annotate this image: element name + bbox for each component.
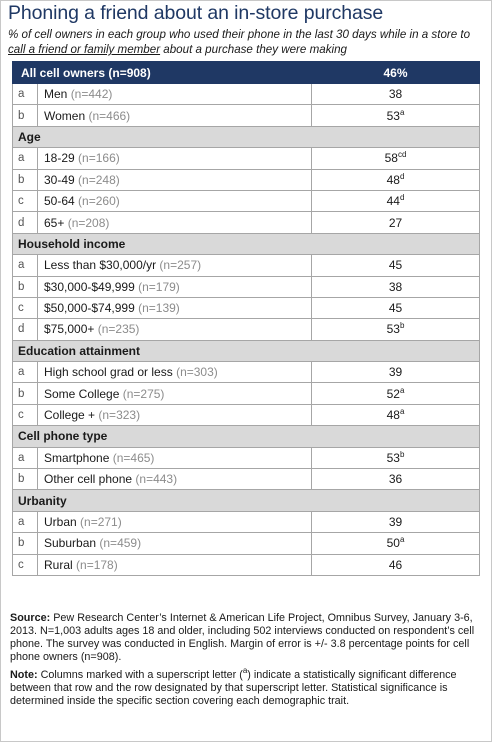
section-header-row <box>13 426 480 447</box>
row-label-cell <box>38 511 312 532</box>
row-value: 39 <box>388 365 403 380</box>
row-letter: c <box>13 297 38 318</box>
row-value: 38 <box>388 87 403 102</box>
row-label: 18-29 <box>44 151 75 166</box>
row-value: 48 <box>386 172 400 187</box>
total-row <box>13 62 480 84</box>
row-letter: a <box>13 447 38 468</box>
row-value: 58 <box>384 151 398 166</box>
table-row <box>13 383 480 404</box>
row-sample-size: (n=208) <box>67 215 110 230</box>
row-label: $75,000+ <box>44 322 95 337</box>
row-label: Men <box>44 87 68 102</box>
subtitle-part2: about a purchase they were making <box>160 43 347 56</box>
section-header-row <box>13 340 480 361</box>
table-row <box>13 148 480 169</box>
row-label-cell <box>38 212 312 233</box>
row-letter: a <box>13 148 38 169</box>
table-row <box>13 469 480 490</box>
row-letter: b <box>13 383 38 404</box>
note-label: Note: <box>10 669 38 681</box>
row-value: 44 <box>386 194 400 209</box>
row-value-cell <box>312 148 480 169</box>
row-letter: a <box>13 84 38 105</box>
row-value: 45 <box>388 258 403 273</box>
row-sample-size: (n=303) <box>176 365 218 380</box>
row-label-cell <box>38 297 312 318</box>
row-label-cell <box>38 383 312 404</box>
row-value-cell <box>312 276 480 297</box>
row-sample-size: (n=271) <box>80 515 122 529</box>
row-label: Rural <box>44 557 73 572</box>
table-row <box>13 84 480 105</box>
row-label-cell <box>38 105 312 126</box>
page-title: Phoning a friend about an in-store purchase <box>8 2 384 24</box>
row-label: 50-64 <box>44 194 75 209</box>
row-sample-size: (n=443) <box>135 472 178 487</box>
significance-superscript: a <box>399 407 405 417</box>
row-label: Less than $30,000/yr <box>44 258 157 273</box>
row-label: High school grad or less <box>44 365 173 380</box>
row-sample-size: (n=248) <box>78 172 120 187</box>
table-row <box>13 362 480 383</box>
note-text-1: Columns marked with a superscript letter ( <box>37 669 243 681</box>
source-note <box>10 612 484 664</box>
table-row <box>13 190 480 211</box>
total-label: All cell owners (n=908) <box>13 62 312 84</box>
row-sample-size: (n=465) <box>112 450 155 465</box>
table-row <box>13 404 480 425</box>
table-row <box>13 169 480 190</box>
row-letter: a <box>13 511 38 532</box>
table-row <box>13 212 480 233</box>
row-value: 27 <box>388 215 403 230</box>
row-sample-size: (n=275) <box>122 386 165 401</box>
table-row <box>13 319 480 340</box>
row-letter: b <box>13 469 38 490</box>
row-letter: a <box>13 255 38 276</box>
row-label: Suburban <box>44 536 97 551</box>
row-sample-size: (n=235) <box>97 322 140 337</box>
row-value-cell <box>312 533 480 554</box>
note-text-2: ) indicate a statistically significant difference between that row and the row designated by that superscript letter. Statistical significance is determined inside the specific section covering each demographic trait. <box>10 669 457 708</box>
row-label-cell <box>38 447 312 468</box>
row-sample-size: (n=466) <box>88 108 131 123</box>
row-value-cell <box>312 190 480 211</box>
row-value-cell <box>312 255 480 276</box>
row-label-cell <box>38 255 312 276</box>
section-header: Age <box>13 126 480 147</box>
row-label: 65+ <box>44 215 65 230</box>
row-label: $30,000-$49,999 <box>44 279 135 294</box>
row-label-cell <box>38 469 312 490</box>
row-value-cell <box>312 469 480 490</box>
table-row <box>13 511 480 532</box>
row-label-cell <box>38 84 312 105</box>
row-label-cell <box>38 169 312 190</box>
row-label-cell <box>38 319 312 340</box>
significance-note <box>10 666 484 708</box>
significance-superscript: a <box>399 107 405 117</box>
row-label: Smartphone <box>44 450 110 465</box>
table-row <box>13 255 480 276</box>
row-label-cell <box>38 362 312 383</box>
table-row <box>13 447 480 468</box>
significance-superscript: a <box>399 385 405 395</box>
row-sample-size: (n=178) <box>76 557 118 572</box>
section-header: Cell phone type <box>13 426 480 447</box>
row-value-cell <box>312 319 480 340</box>
row-value: 53 <box>386 108 400 123</box>
source-label: Source: <box>10 612 51 624</box>
row-sample-size: (n=166) <box>78 151 120 166</box>
row-letter: b <box>13 276 38 297</box>
row-value-cell <box>312 554 480 575</box>
row-letter: c <box>13 190 38 211</box>
row-sample-size: (n=257) <box>159 258 202 273</box>
row-sample-size: (n=260) <box>78 194 120 209</box>
row-letter: b <box>13 169 38 190</box>
row-value: 48 <box>386 408 400 423</box>
significance-superscript: cd <box>397 150 407 160</box>
table-row <box>13 533 480 554</box>
row-label-cell <box>38 190 312 211</box>
section-header: Household income <box>13 233 480 254</box>
row-letter: d <box>13 212 38 233</box>
row-value-cell <box>312 511 480 532</box>
row-value-cell <box>312 212 480 233</box>
row-letter: d <box>13 319 38 340</box>
row-sample-size: (n=323) <box>98 408 141 423</box>
significance-superscript: d <box>399 171 405 181</box>
row-label-cell <box>38 533 312 554</box>
results-table-body <box>13 62 480 576</box>
section-header-row <box>13 126 480 147</box>
source-text: Pew Research Center’s Internet & American Life Project, Omnibus Survey, January 3-6, 2013. N=1,003 adults ages 18 and older, including 502 interviews conducted on respondent’s cell phone. The survey was conducted in English. Margin of error is +/- 3.8 percentage points for cell phone owners (n=908). <box>10 612 475 664</box>
section-header: Urbanity <box>13 490 480 511</box>
row-sample-size: (n=459) <box>99 536 142 551</box>
row-value: 36 <box>388 472 403 487</box>
section-header: Education attainment <box>13 340 480 361</box>
table-row <box>13 276 480 297</box>
significance-superscript: a <box>399 535 405 545</box>
row-letter: b <box>13 533 38 554</box>
row-sample-size: (n=179) <box>138 279 180 294</box>
results-table <box>12 61 480 576</box>
row-label-cell <box>38 276 312 297</box>
table-row <box>13 297 480 318</box>
row-label: College + <box>44 408 96 423</box>
row-value-cell <box>312 404 480 425</box>
row-label: 30-49 <box>44 172 75 187</box>
subtitle-part1: % of cell owners in each group who used their phone in the last 30 days while in a store to <box>8 28 471 41</box>
table-row <box>13 554 480 575</box>
row-value: 53 <box>386 322 400 337</box>
row-value: 53 <box>386 450 400 465</box>
subtitle <box>8 27 486 57</box>
significance-superscript: d <box>399 193 405 203</box>
row-value: 50 <box>386 536 400 551</box>
row-value-cell <box>312 362 480 383</box>
row-value-cell <box>312 105 480 126</box>
total-value: 46% <box>312 62 480 84</box>
row-letter: c <box>13 404 38 425</box>
section-header-row <box>13 490 480 511</box>
section-header-row <box>13 233 480 254</box>
row-value-cell <box>312 383 480 404</box>
row-letter: b <box>13 105 38 126</box>
row-value: 45 <box>388 301 403 316</box>
row-value-cell <box>312 84 480 105</box>
row-letter: a <box>13 362 38 383</box>
row-value: 52 <box>386 386 400 401</box>
row-label-cell <box>38 404 312 425</box>
row-value: 46 <box>388 557 403 572</box>
row-sample-size: (n=139) <box>138 301 180 316</box>
row-value-cell <box>312 169 480 190</box>
row-value: 39 <box>388 515 403 529</box>
note-superscript: a <box>242 666 248 675</box>
row-label: Women <box>44 108 86 123</box>
row-label: Urban <box>44 515 77 529</box>
row-label: Other cell phone <box>44 472 133 487</box>
significance-superscript: b <box>399 321 405 331</box>
row-label-cell <box>38 554 312 575</box>
row-label: Some College <box>44 386 120 401</box>
table-row <box>13 105 480 126</box>
row-letter: c <box>13 554 38 575</box>
row-value: 38 <box>388 279 403 294</box>
row-label: $50,000-$74,999 <box>44 301 135 316</box>
row-value-cell <box>312 447 480 468</box>
row-value-cell <box>312 297 480 318</box>
row-sample-size: (n=442) <box>70 87 113 102</box>
subtitle-underlined: call a friend or family member <box>8 43 161 56</box>
row-label-cell <box>38 148 312 169</box>
significance-superscript: b <box>399 449 405 459</box>
